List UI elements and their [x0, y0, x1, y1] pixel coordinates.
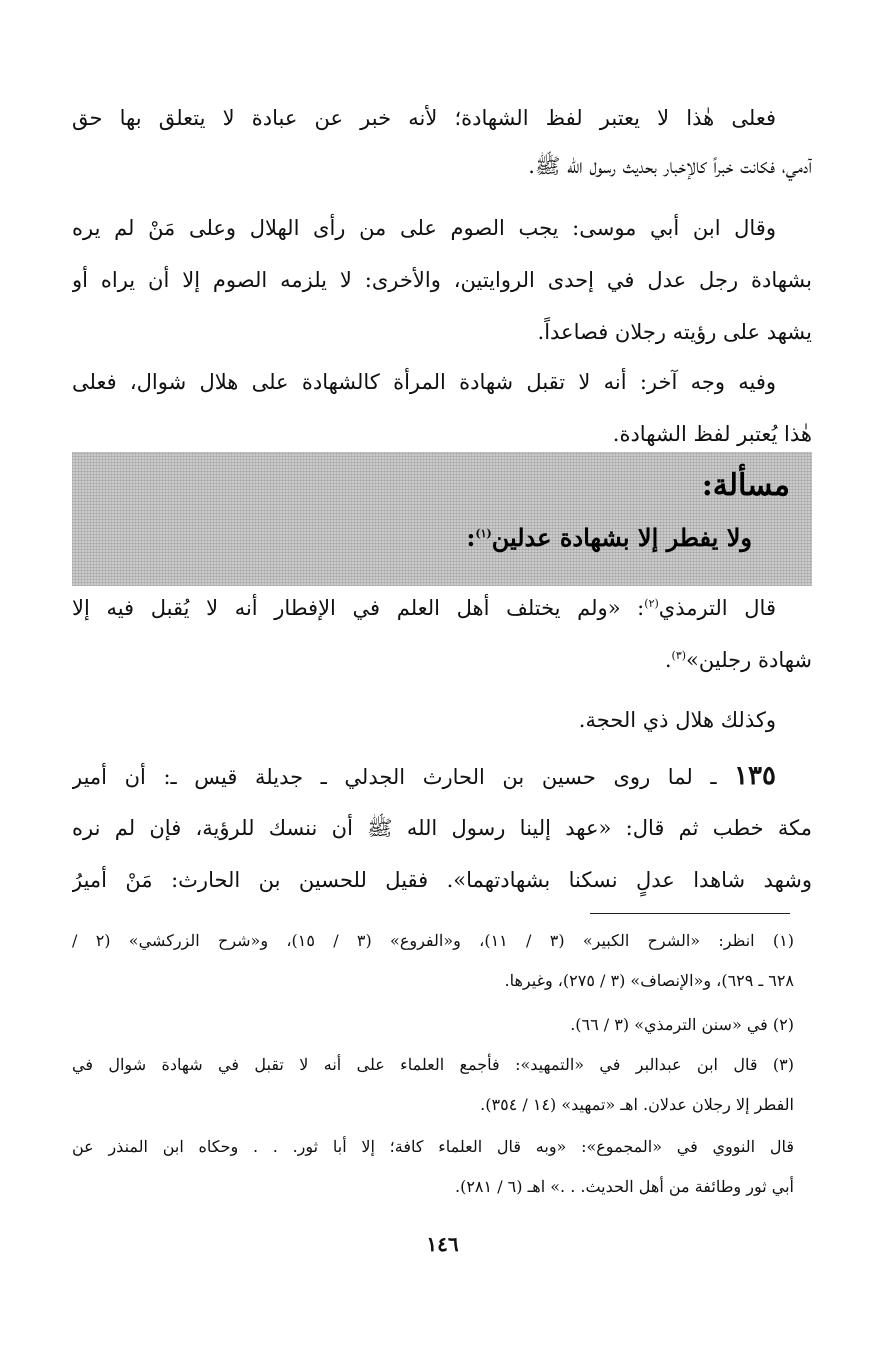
page-number: ١٤٦ [426, 1232, 459, 1256]
text-line: وفيه وجه آخر: أنه لا تقبل شهادة المرأة كالشهادة على هلال شوال، فعلى [72, 370, 776, 394]
footnote-line: (٣) قال ابن عبدالبر في «التمهيد»: فأجمع العلماء على أنه لا تقبل في شهادة شوال في [72, 1055, 794, 1074]
text-span: قال الترمذي [658, 596, 776, 620]
footnote-divider [590, 913, 790, 914]
text-line [72, 588, 812, 628]
text-line: مكة خطب ثم قال: «عهد إلينا رسول الله ﷺ أن ننسك للرؤية، فإن لم نره [72, 816, 812, 840]
text-span: : «ولم يختلف أهل العلم في الإفطار أنه لا يُقبل فيه إلا [72, 596, 645, 620]
text-span: . [664, 648, 672, 672]
footnote-line: ٦٢٨ ـ ٦٢٩)، و«الإنصاف» (٣ / ٢٧٥)، وغيرها. [504, 971, 794, 990]
issue-heading-title: مسألة: [701, 468, 790, 503]
text-line [72, 640, 812, 680]
text-span: شهادة رجلين» [686, 648, 812, 672]
issue-heading-box [72, 452, 812, 586]
footnote-ref[interactable]: (٢) [644, 597, 659, 610]
issue-subtitle-colon: : [466, 523, 476, 552]
text-line: آدمي، فكانت خبراً كالإخبار بحديث رسول الله ﷺ. [528, 154, 812, 178]
hadith-number: ١٣٥ [734, 761, 776, 791]
text-line: وشهد شاهدا عدلٍ نسكنا بشهادتهما». فقيل للحسين بن الحارث: مَنْ أميرُ [72, 868, 812, 892]
footnote-ref[interactable]: (١) [475, 527, 492, 540]
text-span: ـ لما روى حسين بن الحارث الجدلي ـ جديلة قيس ـ: أن أمير [72, 765, 735, 789]
text-line: يشهد على رؤيته رجلان فصاعداً. [537, 320, 812, 344]
footnote-line: (١) انظر: «الشرح الكبير» (٣ / ١١)، و«الفروع» (٣ / ١٥)، و«شرح الزركشي» (٢ / [72, 931, 794, 950]
footnote-line: الفطر إلا رجلان عدلان. اهـ «تمهيد» (١٤ / ٣٥٤). [480, 1095, 794, 1114]
text-line: وقال ابن أبي موسى: يجب الصوم على من رأى الهلال وعلى مَنْ لم يره [72, 216, 776, 240]
issue-heading-subtitle [467, 518, 753, 558]
text-line: هٰذا يُعتبر لفظ الشهادة. [612, 422, 812, 446]
issue-subtitle-text: ولا يفطر إلا بشهادة عدلين [491, 523, 752, 552]
text-line: بشهادة رجل عدل في إحدى الروايتين، والأخرى: لا يلزمه الصوم إلا أن يراه أو [72, 268, 812, 292]
text-line: وكذلك هلال ذي الحجة. [578, 708, 776, 732]
footnote-line: قال النووي في «المجموع»: «وبه قال العلماء كافة؛ إلا أبا ثور. . . وحكاه ابن المنذر عن [72, 1137, 794, 1156]
text-line [72, 756, 812, 796]
footnote-ref[interactable]: (٣) [671, 649, 687, 662]
text-line: فعلى هٰذا لا يعتبر لفظ الشهادة؛ لأنه خبر عن عبادة لا يتعلق بها حق [72, 106, 776, 130]
footnote-line: (٢) في «سنن الترمذي» (٣ / ٦٦). [570, 1015, 794, 1034]
footnote-line: أبي ثور وطائفة من أهل الحديث. . .» اهـ (٦ / ٢٨١). [455, 1177, 794, 1196]
